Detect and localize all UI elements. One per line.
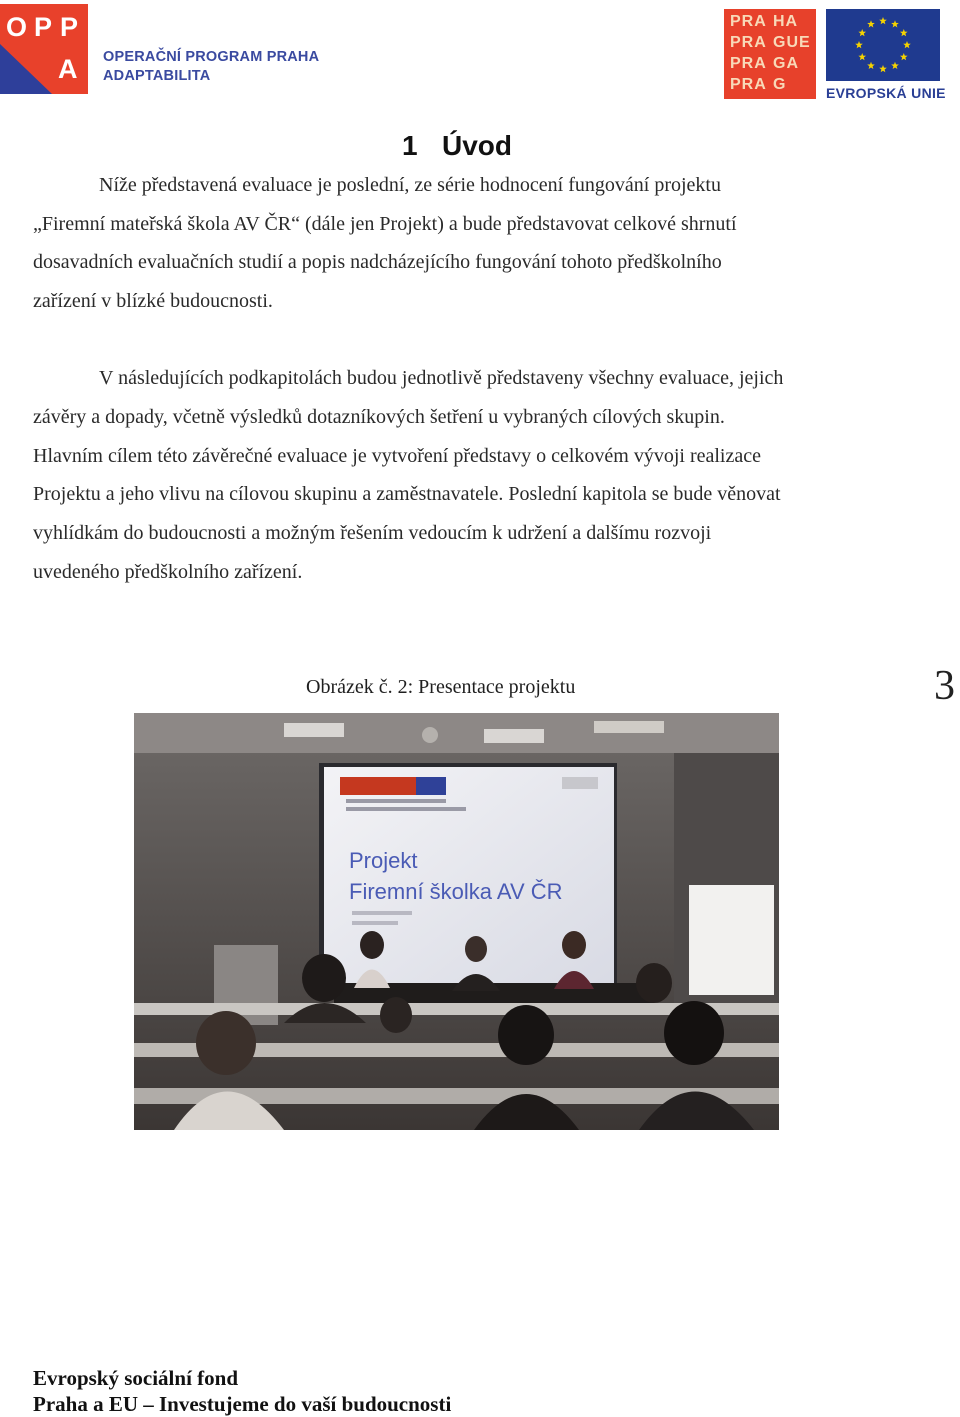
praha-logo [724, 9, 816, 99]
eu-star-icon [879, 17, 887, 24]
eu-star-icon [900, 29, 908, 36]
paragraph-line: zařízení v blízké budoucnosti. [33, 290, 273, 312]
chapter-number: 1 [402, 130, 418, 161]
praha-cell: G [773, 76, 787, 93]
eu-stars-icon [826, 9, 940, 81]
praha-cell: GUE [773, 34, 811, 51]
eu-star-icon [900, 53, 908, 60]
eu-star-icon [858, 29, 866, 36]
slide-title-line2: Firemní školka AV ČR [349, 879, 563, 904]
eu-star-icon [879, 65, 887, 72]
eu-flag-icon [826, 9, 940, 81]
eu-star-icon [891, 62, 899, 69]
oppa-letter-o: O [6, 12, 29, 42]
oppa-logo [0, 4, 330, 96]
chapter-title: Úvod [442, 130, 512, 161]
footer-line1: Evropský sociální fond [33, 1366, 239, 1390]
chapter-heading [402, 130, 512, 162]
slide-title-line1: Projekt [349, 848, 418, 873]
presentation-photo-illustration [134, 713, 779, 1130]
eu-logo [826, 9, 946, 101]
praha-cell: PRA [730, 55, 767, 72]
oppa-letter-p1: P [34, 12, 54, 42]
eu-star-icon [867, 62, 875, 69]
eu-star-icon [858, 53, 866, 60]
eu-star-icon [867, 20, 875, 27]
footer-line2: Praha a EU – Investujeme do vaší budoucnosti [33, 1392, 452, 1416]
paragraph-line: Hlavním cílem této závěrečné evaluace je vytvoření představy o celkovém vývoji realizace [33, 445, 761, 467]
paragraph-line: „Firemní mateřská škola AV ČR“ (dále jen Projekt) a bude představovat celkové shrnutí [33, 213, 737, 235]
eu-star-icon [855, 41, 863, 48]
oppa-letter-p2: P [60, 12, 80, 42]
praha-cell: PRA [730, 13, 767, 30]
paragraph-line: Níže představená evaluace je poslední, ze série hodnocení fungování projektu [99, 174, 721, 196]
paragraph-line: dosavadních evaluačních studií a popis nadcházejícího fungování tohoto předškolního [33, 251, 722, 273]
paragraph-line: závěry a dopady, včetně výsledků dotazníkových šetření u vybraných cílových skupin. [33, 406, 725, 428]
figure-caption: Obrázek č. 2: Presentace projektu [306, 676, 576, 698]
page-number: 3 [934, 663, 955, 709]
paragraph-line: Projektu a jeho vlivu na cílovou skupinu a zaměstnavatele. Poslední kapitola se bude věnovat [33, 483, 781, 505]
praha-cell: GA [773, 55, 799, 72]
paragraph-line: vyhlídkám do budoucnosti a možným řešením vedoucím k udržení a dalšímu rozvoji [33, 522, 712, 544]
praha-cell: HA [773, 13, 799, 30]
praha-cell: PRA [730, 34, 767, 51]
paragraph-line: V následujících podkapitolách budou jednotlivě představeny všechny evaluace, jejich [99, 367, 784, 389]
oppa-logo-line1: OPERAČNÍ PROGRAM PRAHA [103, 49, 320, 65]
eu-star-icon [891, 20, 899, 27]
presentation-photo [134, 713, 779, 1130]
oppa-letter-a: A [58, 54, 79, 84]
eu-logo-label: EVROPSKÁ UNIE [826, 85, 946, 101]
eu-star-icon [903, 41, 911, 48]
oppa-logo-line2: ADAPTABILITA [103, 68, 211, 84]
paragraph-line: uvedeného předškolního zařízení. [33, 561, 303, 583]
praha-cell: PRA [730, 76, 767, 93]
